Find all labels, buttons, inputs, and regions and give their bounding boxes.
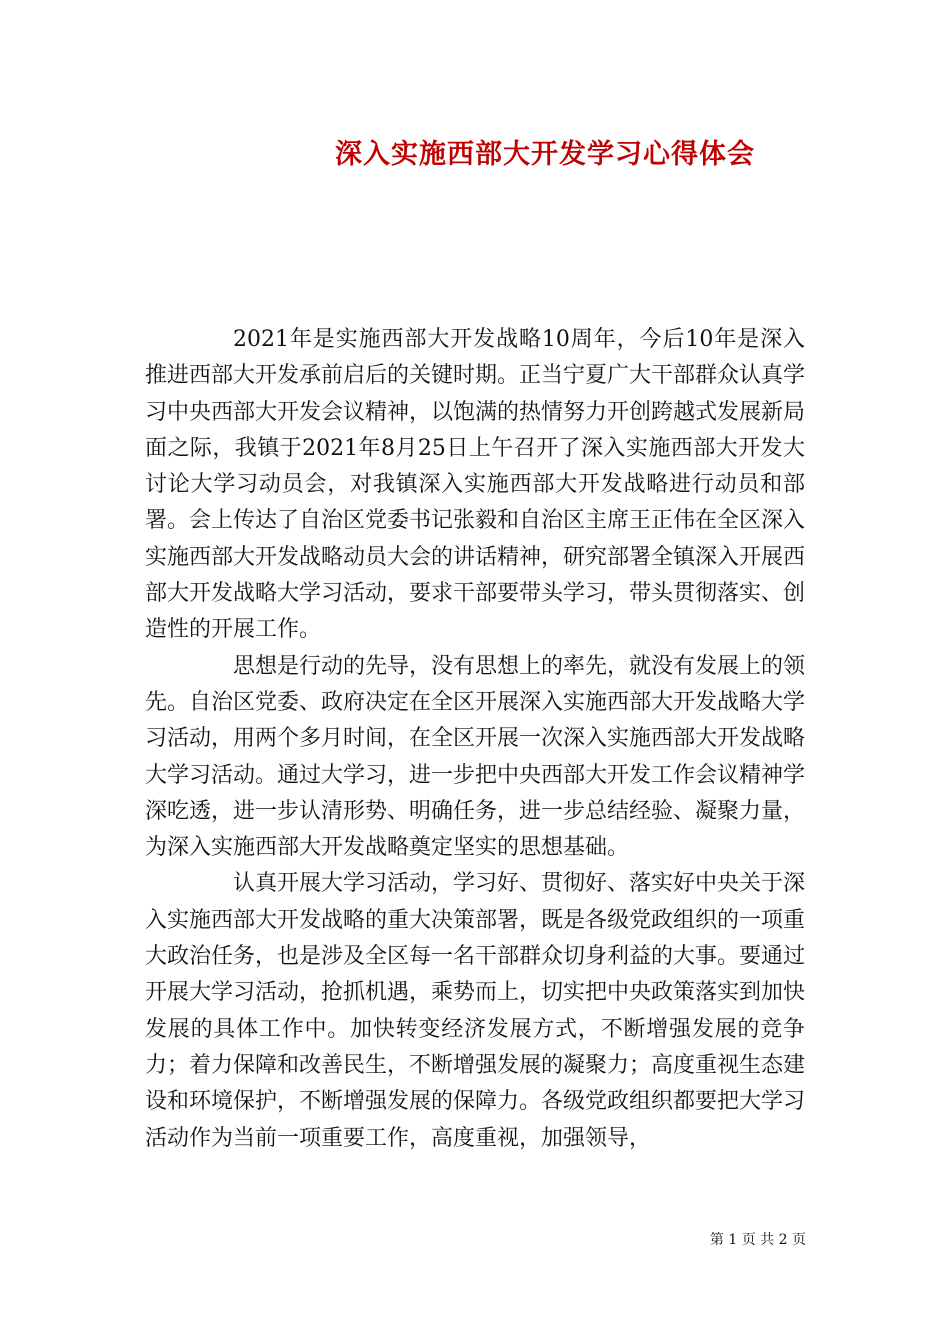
paragraph-2: 思想是行动的先导，没有思想上的率先，就没有发展上的领先。自治区党委、政府决定在全区开展深入实施西部大开发战略大学习活动，用两个多月时间，在全区开展一次深入实施西部大开发战略大学习活动。通过大学习，进一步把中央西部大开发工作会议精神学深吃透，进一步认清形势、明确任务，进一步总结经验、凝聚力量，为深入实施西部大开发战略奠定坚实的思想基础。 [145, 653, 806, 861]
paragraph-3: 认真开展大学习活动，学习好、贯彻好、落实好中央关于深入实施西部大开发战略的重大决策部署，既是各级党政组织的一项重大政治任务，也是涉及全区每一名干部群众切身利益的大事。要通过开展大学习活动，抢抓机遇，乘势而上，切实把中央政策落实到加快发展的具体工作中。加快转变经济发展方式，不断增强发展的竞争力；着力保障和改善民生，不断增强发展的凝聚力；高度重视生态建设和环境保护，不断增强发展的保障力。各级党政组织都要把大学习活动作为当前一项重要工作，高度重视，加强领导， [145, 871, 806, 1151]
document-body [145, 322, 805, 1157]
page-indicator: 第 1 页 共 2 页 [709, 1232, 806, 1248]
document-title: 深入实施西部大开发学习心得体会 [335, 139, 755, 170]
paragraph-1: 2021年是实施西部大开发战略10周年，今后10年是深入推进西部大开发承前启后的关键时期。正当宁夏广大干部群众认真学习中央西部大开发会议精神，以饱满的热情努力开创跨越式发展新局面之际，我镇于2021年8月25日上午召开了深入实施西部大开发大讨论大学习动员会，对我镇深入实施西部大开发战略进行动员和部署。会上传达了自治区党委书记张毅和自治区主席王正伟在全区深入实施西部大开发战略动员大会的讲话精神，研究部署全镇深入开展西部大开发战略大学习活动，要求干部要带头学习，带头贯彻落实、创造性的开展工作。 [145, 327, 806, 643]
